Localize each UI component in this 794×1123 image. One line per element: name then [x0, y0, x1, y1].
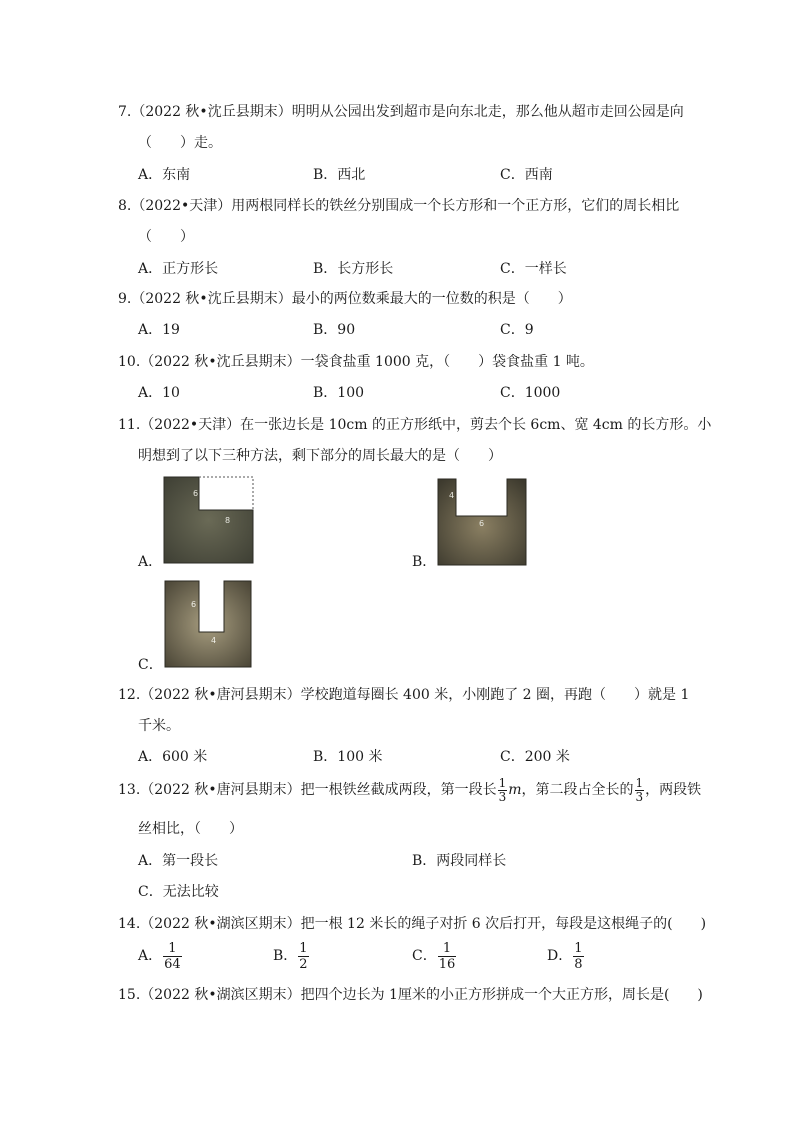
q11-figure-a: [163, 476, 255, 564]
q10-option-a: A．10: [138, 385, 180, 401]
q14-c-den: 16: [438, 956, 456, 972]
q14-option-b: [273, 940, 310, 972]
q14-option-c: [412, 940, 457, 972]
q14-option-b-fraction: [298, 941, 308, 972]
q14-a-den: 64: [164, 956, 181, 972]
q13-fraction-1: [498, 777, 508, 804]
q13-frac1-num: 1: [498, 775, 507, 790]
q14-option-c-letter: C．: [412, 948, 437, 964]
question-9-stem: 9.（2022 秋•沈丘县期末）最小的两位数乘最大的一位数的积是（ ）: [118, 291, 572, 307]
q14-d-num: 1: [574, 940, 583, 956]
question-7-stem-cont: （ ）走。: [138, 135, 222, 151]
q13-option-a: A．第一段长: [138, 853, 219, 869]
q9-option-b: B．90: [313, 322, 356, 338]
q10-option-b: B．100: [313, 385, 365, 401]
question-11-stem: 11.（2022•天津）在一张边长是 10cm 的正方形纸中，剪去个长 6cm、宽 4cm 的长方形。小: [118, 417, 712, 433]
q8-option-a: A．正方形长: [138, 261, 219, 277]
q14-a-num: 1: [163, 941, 182, 957]
q12-option-a: A．600 米: [138, 749, 208, 765]
q13-option-b: B．两段同样长: [412, 853, 507, 869]
q11-figure-b: [437, 478, 527, 566]
q11-figure-c: [164, 580, 252, 668]
q11-fig-c-label-side: 6: [191, 600, 197, 609]
q14-option-c-fraction: [438, 941, 457, 972]
q14-d-den: 8: [574, 956, 583, 972]
q13-frac2-num: 1: [635, 775, 644, 790]
question-13-stem: [118, 776, 701, 804]
q10-option-c: C．1000: [500, 385, 561, 401]
q14-option-a-fraction: [163, 941, 182, 972]
question-8-stem: 8.（2022•天津）用两根同样长的铁丝分别围成一个长方形和一个正方形，它们的周长相比: [118, 198, 680, 214]
question-10-stem: 10.（2022 秋•沈丘县期末）一袋食盐重 1000 克，（ ）袋食盐重 1 吨。: [118, 354, 594, 370]
q11-fig-b-label-side: 4: [449, 491, 455, 500]
q14-option-b-letter: B．: [273, 948, 298, 964]
q13-frac1-den: 3: [498, 789, 507, 804]
q11-fig-c-label-bottom: 4: [211, 636, 217, 645]
q12-option-b: B．100 米: [313, 749, 383, 765]
q11-fig-b-label-mid: 6: [479, 519, 485, 528]
question-14-stem: 14.（2022 秋•湖滨区期末）把一根 12 米长的绳子对折 6 次后打开，每段是这根绳子的( ): [118, 916, 707, 932]
q8-option-b: B．长方形长: [313, 261, 394, 277]
q9-option-c: C．9: [500, 322, 534, 338]
q8-option-c: C．一样长: [500, 261, 567, 277]
question-12-stem: 12.（2022 秋•唐河县期末）学校跑道每圈长 400 米，小刚跑了 2 圈，再跑（ ）就是 1: [118, 687, 690, 703]
q11-fig-a-label-mid: 8: [225, 516, 231, 525]
q11-fig-a-label-side: 6: [193, 489, 199, 498]
q7-option-b: B．西北: [313, 167, 366, 183]
q7-option-c: C．西南: [500, 167, 553, 183]
q14-b-num: 1: [299, 940, 308, 956]
q13-stem-part1: 13.（2022 秋•唐河县期末）把一根铁丝截成两段，第一段长: [118, 782, 497, 798]
q12-option-c: C．200 米: [500, 749, 570, 765]
q11-option-c: C．: [138, 657, 163, 673]
q9-option-a: A．19: [138, 322, 180, 338]
q14-option-a: [138, 940, 183, 972]
q13-fraction-2: [635, 777, 645, 804]
question-7-stem: 7.（2022 秋•沈丘县期末）明明从公园出发到超市是向东北走，那么他从超市走回公园是向: [118, 104, 684, 120]
q14-c-num: 1: [438, 941, 457, 957]
question-13-stem-cont: 丝相比，（ ）: [138, 821, 243, 837]
q13-frac2-den: 3: [635, 789, 644, 804]
q14-option-a-letter: A．: [138, 948, 163, 964]
q13-stem-part3: ，两段铁: [645, 782, 702, 798]
q13-option-c: C．无法比较: [138, 884, 219, 900]
q14-option-d-letter: D．: [547, 948, 573, 964]
question-12-stem-cont: 千米。: [138, 718, 180, 734]
q11-option-b: B．: [412, 554, 437, 570]
q14-option-d: [547, 940, 585, 972]
q7-option-a: A．东南: [138, 167, 191, 183]
q14-b-den: 2: [299, 956, 308, 972]
question-11-stem-cont: 明想到了以下三种方法，剩下部分的周长最大的是（ ）: [138, 448, 502, 464]
q11-option-a: A．: [138, 554, 163, 570]
q13-unit: m: [508, 782, 522, 798]
question-15-stem: 15.（2022 秋•湖滨区期末）把四个边长为 1厘米的小正方形拼成一个大正方形，周长是( ): [118, 987, 703, 1003]
question-8-stem-cont: （ ）: [138, 229, 194, 245]
q14-option-d-fraction: [573, 941, 583, 972]
q13-stem-part2: ，第二段占全长的: [521, 782, 634, 798]
